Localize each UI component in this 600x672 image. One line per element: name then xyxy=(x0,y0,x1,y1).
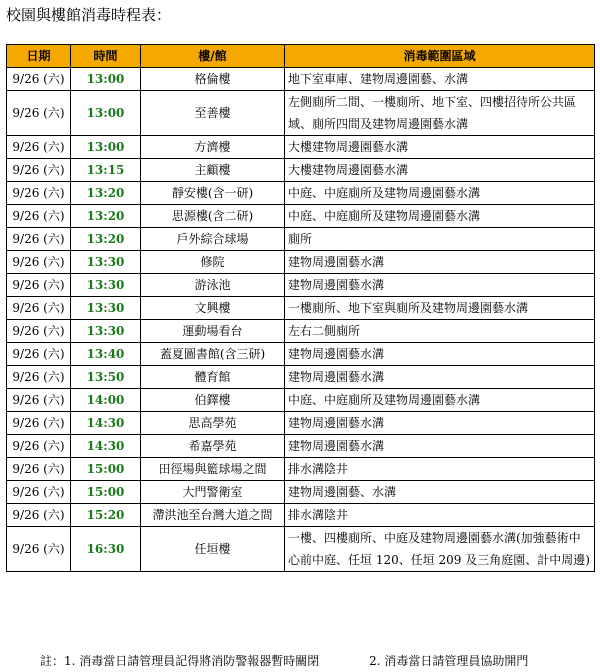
cell-building: 方濟樓 xyxy=(141,136,285,159)
table-row xyxy=(7,91,595,136)
cell-time: 13:00 xyxy=(71,136,141,159)
table-row xyxy=(7,297,595,320)
cell-time: 13:20 xyxy=(71,205,141,228)
header-building: 樓/館 xyxy=(141,45,285,68)
cell-time: 13:30 xyxy=(71,297,141,320)
table-row xyxy=(7,481,595,504)
cell-area: 一樓、四樓廁所、中庭及建物周邊園藝水溝(加強藝術中心前中庭、任垣 120、任垣 209 及三角庭園、計中周邊) xyxy=(285,527,595,572)
cell-area: 建物周邊園藝水溝 xyxy=(285,412,595,435)
cell-time: 13:00 xyxy=(71,91,141,136)
cell-building: 至善樓 xyxy=(141,91,285,136)
table-row xyxy=(7,435,595,458)
cell-time: 13:20 xyxy=(71,182,141,205)
cell-time: 16:30 xyxy=(71,527,141,572)
table-row xyxy=(7,68,595,91)
table-row xyxy=(7,458,595,481)
table-header-row xyxy=(7,45,595,68)
table-row xyxy=(7,527,595,572)
table-row xyxy=(7,343,595,366)
cell-time: 13:40 xyxy=(71,343,141,366)
cell-date: 9/26 (六) xyxy=(7,504,71,527)
cell-building: 主顧樓 xyxy=(141,159,285,182)
table-row xyxy=(7,274,595,297)
table-row xyxy=(7,389,595,412)
cell-time: 13:30 xyxy=(71,274,141,297)
cell-date: 9/26 (六) xyxy=(7,412,71,435)
cell-time: 13:30 xyxy=(71,320,141,343)
cell-building: 運動場看台 xyxy=(141,320,285,343)
page-title: 校園與樓館消毒時程表： xyxy=(6,6,172,24)
table-row xyxy=(7,205,595,228)
cell-building: 蓋夏圖書館(含三研) xyxy=(141,343,285,366)
cell-date: 9/26 (六) xyxy=(7,320,71,343)
table-row xyxy=(7,320,595,343)
cell-date: 9/26 (六) xyxy=(7,366,71,389)
cell-building: 伯鐸樓 xyxy=(141,389,285,412)
cell-time: 14:00 xyxy=(71,389,141,412)
cell-date: 9/26 (六) xyxy=(7,343,71,366)
cell-area: 大樓建物周邊園藝水溝 xyxy=(285,136,595,159)
cell-building: 格倫樓 xyxy=(141,68,285,91)
cell-building: 田徑場與籃球場之間 xyxy=(141,458,285,481)
cell-area: 中庭、中庭廁所及建物周邊園藝水溝 xyxy=(285,205,595,228)
cell-area: 建物周邊園藝水溝 xyxy=(285,274,595,297)
table-row xyxy=(7,228,595,251)
table-row xyxy=(7,504,595,527)
schedule-table xyxy=(6,44,595,572)
cell-building: 體育館 xyxy=(141,366,285,389)
cell-area: 大樓建物周邊園藝水溝 xyxy=(285,159,595,182)
cell-building: 希嘉學苑 xyxy=(141,435,285,458)
footnote-1: 註：1. 消毒當日請管理員記得將消防警報器暫時關閉 xyxy=(40,654,320,668)
cell-building: 修院 xyxy=(141,251,285,274)
cell-date: 9/26 (六) xyxy=(7,228,71,251)
cell-building: 任垣樓 xyxy=(141,527,285,572)
cell-date: 9/26 (六) xyxy=(7,274,71,297)
cell-area: 廁所 xyxy=(285,228,595,251)
cell-area: 一樓廁所、地下室與廁所及建物周邊園藝水溝 xyxy=(285,297,595,320)
cell-area: 地下室車庫、建物周邊園藝、水溝 xyxy=(285,68,595,91)
cell-area: 中庭、中庭廁所及建物周邊園藝水溝 xyxy=(285,389,595,412)
cell-building: 大門警衛室 xyxy=(141,481,285,504)
cell-time: 13:30 xyxy=(71,251,141,274)
table-row xyxy=(7,136,595,159)
cell-date: 9/26 (六) xyxy=(7,251,71,274)
cell-time: 14:30 xyxy=(71,435,141,458)
cell-building: 文興樓 xyxy=(141,297,285,320)
cell-building: 游泳池 xyxy=(141,274,285,297)
cell-area: 建物周邊園藝水溝 xyxy=(285,435,595,458)
cell-building: 思高學苑 xyxy=(141,412,285,435)
footnote xyxy=(40,652,574,669)
table-row xyxy=(7,182,595,205)
table-row xyxy=(7,159,595,182)
cell-time: 13:50 xyxy=(71,366,141,389)
cell-building: 思源樓(含二研) xyxy=(141,205,285,228)
cell-date: 9/26 (六) xyxy=(7,136,71,159)
cell-time: 15:00 xyxy=(71,458,141,481)
cell-date: 9/26 (六) xyxy=(7,205,71,228)
cell-time: 13:15 xyxy=(71,159,141,182)
cell-date: 9/26 (六) xyxy=(7,481,71,504)
cell-date: 9/26 (六) xyxy=(7,389,71,412)
table-body xyxy=(7,68,595,572)
cell-area: 建物周邊園藝水溝 xyxy=(285,343,595,366)
cell-area: 建物周邊園藝水溝 xyxy=(285,251,595,274)
cell-date: 9/26 (六) xyxy=(7,68,71,91)
cell-area: 排水溝陰井 xyxy=(285,458,595,481)
cell-building: 戶外綜合球場 xyxy=(141,228,285,251)
cell-time: 14:30 xyxy=(71,412,141,435)
cell-date: 9/26 (六) xyxy=(7,297,71,320)
cell-date: 9/26 (六) xyxy=(7,527,71,572)
cell-time: 15:00 xyxy=(71,481,141,504)
table-row xyxy=(7,366,595,389)
cell-time: 13:00 xyxy=(71,68,141,91)
cell-date: 9/26 (六) xyxy=(7,182,71,205)
cell-building: 滯洪池至台灣大道之間 xyxy=(141,504,285,527)
cell-area: 建物周邊園藝水溝 xyxy=(285,366,595,389)
cell-date: 9/26 (六) xyxy=(7,435,71,458)
table-row xyxy=(7,412,595,435)
footnote-2: 2. 消毒當日請管理員協助開門 xyxy=(369,654,529,668)
cell-time: 13:20 xyxy=(71,228,141,251)
header-date: 日期 xyxy=(7,45,71,68)
header-area: 消毒範圍區域 xyxy=(285,45,595,68)
cell-area: 排水溝陰井 xyxy=(285,504,595,527)
cell-area: 建物周邊園藝、水溝 xyxy=(285,481,595,504)
header-time: 時間 xyxy=(71,45,141,68)
table-row xyxy=(7,251,595,274)
cell-time: 15:20 xyxy=(71,504,141,527)
cell-date: 9/26 (六) xyxy=(7,458,71,481)
cell-area: 左右二側廁所 xyxy=(285,320,595,343)
cell-building: 靜安樓(含一研) xyxy=(141,182,285,205)
cell-area: 左側廁所二間、一樓廁所、地下室、四樓招待所公共區域、廁所四間及建物周邊園藝水溝 xyxy=(285,91,595,136)
cell-area: 中庭、中庭廁所及建物周邊園藝水溝 xyxy=(285,182,595,205)
cell-date: 9/26 (六) xyxy=(7,91,71,136)
cell-date: 9/26 (六) xyxy=(7,159,71,182)
